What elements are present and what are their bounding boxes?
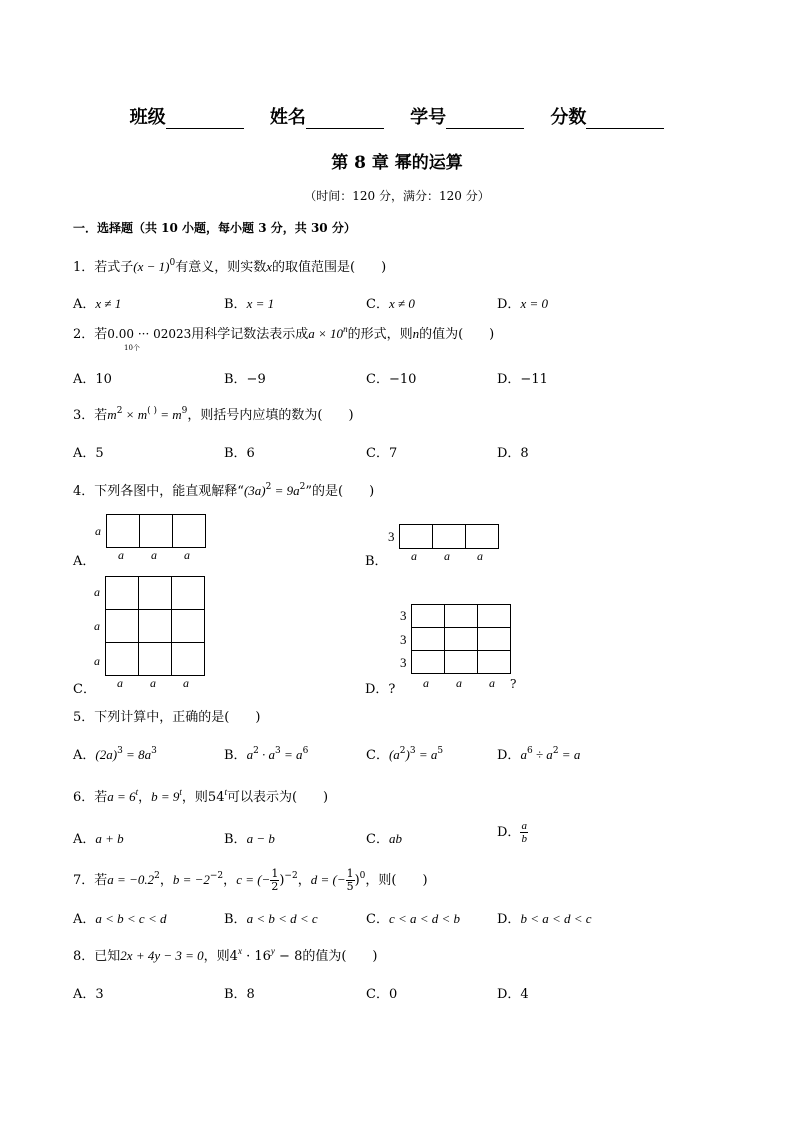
q8-option-c[interactable]: C．0 — [366, 987, 398, 1002]
score-blank[interactable] — [586, 108, 664, 129]
q7-option-c[interactable]: C．c < a < d < b — [366, 911, 461, 927]
q1-option-d[interactable]: D．x = 0 — [497, 296, 548, 312]
score-field: 分数 — [550, 103, 664, 129]
q5-option-b[interactable]: B．$a^2 \cdot a^3 = a^6$ — [224, 746, 309, 763]
class-field: 班级 — [130, 103, 244, 129]
q8-option-d[interactable]: D．4 — [497, 987, 529, 1002]
question-8: 8．已知2x + 4y − 3 = 0，则$4^x \cdot 16^y - 8$的值为( ) — [73, 946, 378, 964]
q4-option-b[interactable]: B． — [365, 554, 388, 569]
id-blank[interactable] — [446, 108, 524, 129]
q1-option-c[interactable]: C．x ≠ 0 — [366, 296, 415, 312]
name-field: 姓名 — [270, 103, 384, 129]
question-5: 5．下列计算中，正确的是( ) — [73, 710, 261, 725]
q2-underbrace-label: 10个 — [124, 344, 140, 352]
q6-fraction: $\frac{a}{b}$ — [521, 820, 527, 845]
figure-c-grid — [105, 576, 205, 676]
q4-option-c[interactable]: C． — [73, 682, 96, 697]
q3-option-a[interactable]: A．5 — [73, 446, 104, 461]
section-heading: 一．选择题（共 10 小题，每小题 3 分，共 30 分） — [73, 221, 356, 235]
q6-option-b[interactable]: B．a − b — [224, 831, 275, 847]
question-6: 6．若$a = 6^t$，$b = 9^t$，则54$^t$可以表示为( ) — [73, 787, 329, 805]
figure-b-grid — [399, 524, 499, 549]
q6-option-a[interactable]: A．a + b — [73, 831, 124, 847]
q3-option-c[interactable]: C．7 — [366, 446, 398, 461]
id-field: 学号 — [410, 103, 524, 129]
q2-option-c[interactable]: C．−10 — [366, 372, 417, 387]
q4-option-d[interactable]: D．? — [365, 682, 396, 697]
q5-option-d[interactable]: D．$a^6 \div a^2 = a$ — [497, 746, 581, 763]
q4-option-a[interactable]: A． — [73, 554, 96, 569]
student-info-header — [0, 103, 794, 129]
exam-subtitle: （时间：120 分，满分：120 分） — [304, 189, 490, 203]
q1-option-a[interactable]: A．x ≠ 1 — [73, 296, 122, 312]
q8-option-a[interactable]: A．3 — [73, 987, 104, 1002]
q7-c-fraction: $\frac{1}{2}$ — [271, 867, 279, 893]
figure-d-grid — [411, 604, 511, 674]
question-7: 7．若$a = -0.2^2$，$b = -2^{-2}$，c = (− $\frac{1}{2}$ )$^{-2}$，d = (− $\frac{1}{5}$ )$^0$，则( ) — [73, 867, 428, 893]
q8-option-b[interactable]: B．8 — [224, 987, 255, 1002]
figure-a-side-label: a — [95, 524, 101, 538]
q3-option-d[interactable]: D．8 — [497, 446, 529, 461]
question-3: 3．若$m^2 \times m^{( )} = m^9$，则括号内应填的数为( ) — [73, 406, 354, 423]
page-title: 第 8 章 幂的运算 — [331, 153, 463, 173]
name-blank[interactable] — [306, 108, 384, 129]
q2-option-b[interactable]: B．−9 — [224, 372, 266, 387]
figure-a-grid — [106, 514, 206, 548]
question-4: 4．下列各图中，能直观解释“$(3a)^2 = 9a^2$”的是( ) — [73, 482, 375, 499]
q7-option-b[interactable]: B．a < b < d < c — [224, 911, 318, 927]
q1-option-b[interactable]: B．x = 1 — [224, 296, 275, 312]
q3-option-b[interactable]: B．6 — [224, 446, 255, 461]
q2-option-a[interactable]: A．10 — [73, 372, 112, 387]
question-2: 2．若0.00 ··· 02023用科学记数法表示成$a \times 10^n$的形式，则n的值为( ) — [73, 324, 495, 342]
question-1: 1．若式子$(x - 1)^0$有意义，则实数x的取值范围是( ) — [73, 258, 387, 275]
q7-d-fraction: $\frac{1}{5}$ — [346, 867, 354, 893]
q6-option-d[interactable]: D． $\frac{a}{b}$ — [497, 820, 527, 845]
q2-option-d[interactable]: D．−11 — [497, 372, 548, 387]
q6-option-c[interactable]: C．ab — [366, 831, 402, 847]
q7-option-d[interactable]: D．b < a < d < c — [497, 911, 592, 927]
q5-option-c[interactable]: C．$(a^2)^3 = a^5$ — [366, 746, 444, 763]
q5-option-a[interactable]: A．$(2a)^3 = 8a^3$ — [73, 746, 157, 763]
q7-option-a[interactable]: A．a < b < c < d — [73, 911, 167, 927]
class-blank[interactable] — [166, 108, 244, 129]
